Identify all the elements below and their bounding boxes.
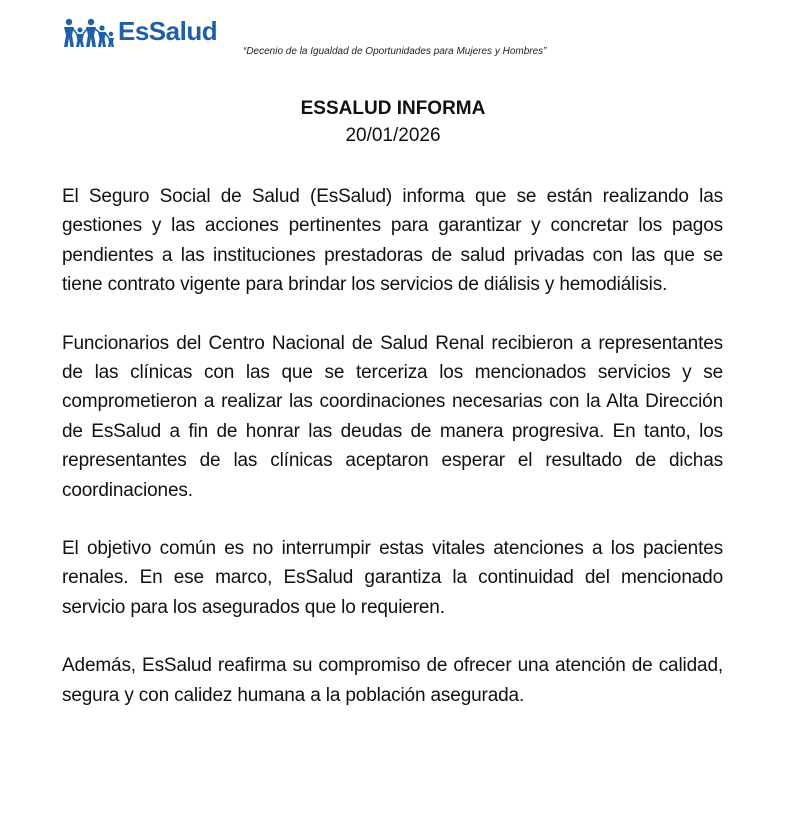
logo-wordmark: EsSalud [118, 16, 218, 46]
essalud-logo [62, 14, 217, 48]
page-title: ESSALUD INFORMA [300, 98, 486, 119]
paragraph: El Seguro Social de Salud (EsSalud) informa que se están realizando las gestiones y las acciones pertinentes para garantizar y concretar los pagos pendientes a las instituciones prestadoras de salud privadas con las que se tiene contrato vigente para brindar los servicios de diálisis y hemodiálisis. [62, 186, 723, 296]
family-figures-icon [62, 18, 116, 48]
notice-heading [0, 96, 786, 150]
slogan: “Decenio de la Igualdad de Oportunidades para Mujeres y Hombres” [243, 46, 547, 57]
document-header [62, 14, 762, 64]
paragraph: El objetivo común es no interrumpir estas vitales atenciones a los pacientes renales. En ese marco, EsSalud garantiza la continuidad del mencionado servicio para los asegurados que lo requieren. [62, 538, 723, 618]
notice-body [62, 182, 723, 739]
paragraph: Además, EsSalud reafirma su compromiso de ofrecer una atención de calidad, segura y con calidez humana a la población asegurada. [62, 655, 723, 706]
notice-date: 20/01/2026 [345, 125, 441, 146]
paragraph: Funcionarios del Centro Nacional de Salud Renal recibieron a representantes de las clínicas con las que se terceriza los mencionados servicios y se comprometieron a realizar las coordinaciones necesarias con la Alta Dirección de EsSalud a fin de honrar las deudas de manera progresiva. En tanto, los representantes de las clínicas aceptaron esperar el resultado de dichas coordinaciones. [62, 332, 723, 501]
